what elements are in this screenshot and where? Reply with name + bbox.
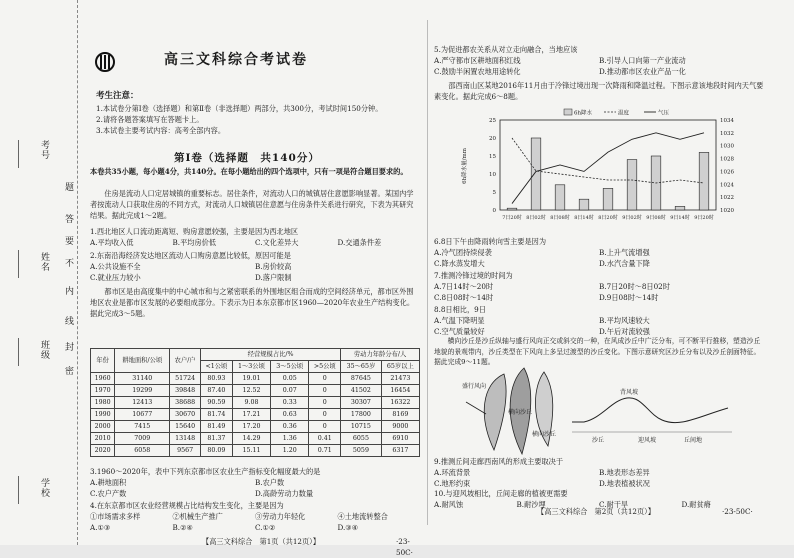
option: D.高龄劳动力数量: [255, 489, 314, 499]
table-cell: 30670: [170, 409, 201, 421]
option: A.严守都市区耕地面积红线: [434, 56, 521, 66]
table-subheader: <1公顷: [200, 361, 232, 373]
table-subheader: 35～65岁: [341, 361, 381, 373]
table-subheader: >5公顷: [309, 361, 341, 373]
legend-swatch-precip: [564, 109, 572, 115]
option: C.就业压力较小: [90, 273, 141, 283]
table-subheader: 1～3公顷: [232, 361, 270, 373]
option: D.午后对流较强: [599, 327, 650, 337]
table-cell: 38688: [170, 397, 201, 409]
question-5: [434, 44, 764, 77]
option: D.水汽含量下降: [599, 259, 650, 269]
table-cell: 12.52: [232, 385, 270, 397]
question-stem: 3.1960～2020年，表中下列东京都市区农业生产指标变化幅度最大的是: [90, 467, 321, 476]
table-cell: 1990: [91, 409, 115, 421]
page-one: [82, 30, 422, 558]
question-1: [90, 226, 420, 248]
x-tick-label: 9日08时: [646, 215, 666, 221]
legend-label: 6h降水: [574, 110, 593, 117]
table-cell: 6055: [341, 433, 381, 445]
option: B.②④: [172, 523, 193, 533]
table-cell: 15.11: [232, 445, 270, 457]
table-cell: 41502: [341, 385, 381, 397]
table-cell: 0: [309, 373, 341, 385]
option: A.环流背景: [434, 468, 471, 478]
table-cell: 1.20: [271, 445, 309, 457]
table-cell: 2010: [91, 433, 115, 445]
precip-bar: [699, 152, 709, 210]
precip-bar: [507, 208, 517, 210]
precip-bar: [627, 160, 637, 210]
table-cell: 10715: [341, 421, 381, 433]
diagram-label: 横向沙丘: [508, 409, 533, 416]
option: B.平均房价低: [172, 238, 217, 248]
y2-tick-label: 1026: [720, 169, 734, 176]
y2-tick-label: 1024: [720, 182, 734, 189]
table-row: [91, 421, 420, 433]
option: A.耕地面积: [90, 478, 127, 488]
table-cell: 17800: [341, 409, 381, 421]
option: A.7日14时～20时: [434, 282, 494, 292]
table-cell: 1980: [91, 397, 115, 409]
table-cell: 81.49: [200, 421, 232, 433]
table-cell: 81.37: [200, 433, 232, 445]
seal-char: 答: [63, 214, 73, 224]
option: C.鼓励半闲置农地用途转化: [434, 67, 521, 77]
name-label: 姓名: [39, 252, 49, 272]
field-line: [18, 140, 19, 168]
seal-char: 要: [63, 236, 73, 246]
y-tick-label: 10: [489, 172, 496, 178]
x-tick-label: 8日08时: [550, 215, 570, 221]
table-cell: 5059: [341, 445, 381, 457]
question-stem: 2.东南沿海经济发达地区流动人口购房意愿比较低，原因可能是: [90, 251, 291, 260]
table-cell: 9567: [170, 445, 201, 457]
question-8: [434, 304, 764, 337]
table-row: [91, 385, 420, 397]
weather-chart: [454, 106, 754, 231]
y-tick-label: 0: [492, 208, 496, 214]
question-stem: 9.推测丘间走廊西南风的形成主要取决于: [434, 457, 564, 466]
seal-char: 题: [63, 182, 73, 192]
x-tick-label: 8日02时: [526, 215, 546, 221]
precip-bar: [555, 185, 565, 210]
table-cell: 31140: [115, 373, 170, 385]
table-cell: 81.74: [200, 409, 232, 421]
table-cell: 9.08: [232, 397, 270, 409]
table-cell: 39848: [170, 385, 201, 397]
table-cell: 10677: [115, 409, 170, 421]
table-cell: 19299: [115, 385, 170, 397]
question-stem: 10.与迎风坡相比，丘间走廊的植被更需要: [434, 489, 568, 498]
option: D.地表植被状况: [599, 479, 650, 489]
y2-tick-label: 1020: [720, 208, 734, 214]
y2-tick-label: 1028: [720, 156, 734, 163]
option: ②机械生产推广: [172, 512, 223, 522]
option: C.耐干旱: [599, 500, 629, 510]
x-tick-label: 9日02时: [622, 215, 642, 221]
option: A.公共设施不全: [90, 262, 141, 272]
diagram-label: 迎风坡: [638, 437, 657, 444]
table-cell: 21473: [381, 373, 419, 385]
table-cell: 1960: [91, 373, 115, 385]
x-tick-label: 9日14时: [670, 215, 690, 221]
question-6: [434, 236, 764, 269]
option: C.①②: [255, 523, 276, 533]
y2-tick-label: 1032: [720, 130, 734, 137]
option: B.上升气流增强: [599, 248, 650, 258]
option: B.耐沙埋: [516, 500, 546, 510]
precip-bar: [675, 206, 685, 210]
y-tick-label: 5: [492, 190, 496, 196]
diagram-label: 丘间地: [684, 437, 703, 444]
table-row: [91, 373, 420, 385]
question-7: [434, 270, 764, 303]
section-intro: 本卷共35小题，每小题4分，共140分。在每小题给出的四个选项中，只有一项是符合题目要求的。: [90, 167, 408, 176]
class-label: 班级: [39, 340, 49, 360]
question-3: [90, 466, 420, 499]
x-tick-label: 9日20时: [694, 215, 714, 221]
table-cell: 30307: [341, 397, 381, 409]
table-subheader: 3～5公顷: [271, 361, 309, 373]
table-cell: 51724: [170, 373, 201, 385]
agriculture-table: [90, 348, 420, 457]
table-cell: 12413: [115, 397, 170, 409]
y-tick-label: 25: [489, 118, 496, 124]
option: C.地形约束: [434, 479, 471, 489]
table-cell: 80.93: [200, 373, 232, 385]
table-cell: 16322: [381, 397, 419, 409]
table-cell: 0.33: [271, 397, 309, 409]
question-stem: 4.在东京都市区农业经营规模占比结构发生变化，主要是因为: [90, 501, 284, 510]
table-cell: 87.40: [200, 385, 232, 397]
option: B.平均风速较大: [599, 316, 650, 326]
field-line: [18, 250, 19, 278]
school-logo-icon: [92, 52, 118, 72]
table-cell: 0: [309, 397, 341, 409]
option: B.7日20时～8日02时: [599, 282, 670, 292]
legend-label: 温度: [618, 110, 630, 117]
page-footer: 【高三文科综合 第1页（共12页）】: [202, 537, 320, 546]
x-tick-label: 8日14时: [574, 215, 594, 221]
table-cell: 90.59: [200, 397, 232, 409]
option: C.农户产数: [90, 489, 127, 499]
table-cell: 6910: [381, 433, 419, 445]
page-code: ·23-50C·: [396, 537, 413, 558]
table-cell: 2020: [91, 445, 115, 457]
table-cell: 0.36: [271, 421, 309, 433]
question-stem: 5.为促进都农关系从对立走向融合，当地应该: [434, 45, 578, 54]
option: A.气温下降明显: [434, 316, 485, 326]
table-header: 年份: [91, 349, 115, 373]
notice-item: 1.本试卷分第Ⅰ卷（选择题）和第Ⅱ卷（非选择题）两部分，共300分，考试时间150分钟。: [96, 104, 383, 113]
table-cell: 8169: [381, 409, 419, 421]
x-tick-label: 7日20时: [502, 215, 522, 221]
table-cell: 0.63: [271, 409, 309, 421]
table-cell: 0.71: [309, 445, 341, 457]
notice-list: [96, 103, 416, 136]
table-header: 耕地面积/公顷: [115, 349, 170, 373]
y2-tick-label: 1030: [720, 143, 734, 150]
option: ③劳动力年轻化: [255, 512, 306, 522]
table-header: 农户/户: [170, 349, 201, 373]
table-cell: 0.41: [309, 433, 341, 445]
table-row: [91, 409, 420, 421]
question-stem: 8.8日相比，9日: [434, 305, 486, 314]
table-cell: 15640: [170, 421, 201, 433]
precip-bar: [603, 188, 613, 210]
option: D.9日08时～14时: [599, 293, 659, 303]
option: ④土地流转整合: [337, 512, 388, 522]
field-line: [18, 476, 19, 504]
page-two: [432, 40, 784, 530]
table-cell: 87645: [341, 373, 381, 385]
table-cell: 1.36: [271, 433, 309, 445]
table-cell: 13148: [170, 433, 201, 445]
page-divider: [427, 20, 428, 525]
table-cell: 0.07: [271, 385, 309, 397]
question-stem: 6.8日下午由降雨转向雪主要是因为: [434, 237, 547, 246]
section-heading: 第Ⅰ卷（选择题 共140分）: [174, 152, 320, 164]
table-cell: 17.21: [232, 409, 270, 421]
question-2: [90, 250, 420, 283]
option: B.农户数: [255, 478, 285, 488]
seal-char: 密: [63, 366, 73, 376]
option: ①市场需求多样: [90, 512, 141, 522]
field-line: [18, 338, 19, 366]
notice-item: 2.请将各题答案填写在答题卡上。: [96, 115, 204, 125]
passage: 邵西南山区某地2016年11月由于冷锋过境出现一次降雨和降温过程。下图示意该地段时间内天气要素变化。据此完成6～8题。: [434, 81, 764, 102]
option: D.推动都市区农业产品一化: [599, 67, 686, 77]
table-cell: 2000: [91, 421, 115, 433]
table-cell: 16454: [381, 385, 419, 397]
table-cell: 14.29: [232, 433, 270, 445]
seal-char: 内: [63, 286, 73, 296]
question-9: [434, 456, 764, 489]
x-tick-label: 8日20时: [598, 215, 618, 221]
option: D.交通条件差: [337, 238, 382, 248]
option: B.引导人口向第一产业流动: [599, 56, 686, 66]
table-cell: 80.09: [200, 445, 232, 457]
option: D.③④: [337, 523, 359, 533]
table-row: [91, 397, 420, 409]
table-header: 劳动力年龄分布/人: [341, 349, 420, 361]
option: D.落户限制: [255, 273, 292, 283]
school-label: 学校: [39, 478, 49, 498]
passage: 横向沙丘是沙丘纵轴与盛行风向正交或斜交的一种，在风成沙丘中广泛分布，可不断平行推移，塑造沙丘地貌的景观带内，沙丘类型在下风向上多呈过渡型的沙丘变化。下图示意研究区沙丘分布以及沙丘剖面特征。据此完成9～11题。: [434, 337, 761, 367]
table-cell: 7415: [115, 421, 170, 433]
precip-bar: [579, 199, 589, 210]
passage: 都市区是由高度集中的中心城市和与之紧密联系的外围地区组合而成的空间经济单元，都市区外围地区农业是都市区发展的必要组成部分。下表示为日本东京都市区1960—2020年农业生产结构变化。据此完成3～5题。: [90, 287, 415, 319]
passage: 住房是流动人口定居城镇的重要标志。居住条件，对流动人口的城镇居住意愿影响显著。某国内学者按流动人口获取住房的不同方式，对流动人口城镇居住意愿与住房条件关系进行研究，下表为其研究结果。据此完成1～2题。: [90, 189, 414, 221]
table-row: [91, 433, 420, 445]
diagram-label: 横向沙丘: [532, 431, 557, 438]
exam-number-label: 考号: [39, 140, 49, 160]
option: C.空气质量较好: [434, 327, 485, 337]
seal-char: 线: [63, 316, 73, 326]
binding-margin: [0, 0, 78, 545]
option: A.耐风蚀: [434, 500, 464, 510]
exam-title: 高三文科综合考试卷: [164, 52, 308, 68]
option: C.8日08时～14时: [434, 293, 494, 303]
option: D.耐贫瘠: [681, 500, 711, 510]
option: A.①③: [90, 523, 111, 533]
seal-char: 不: [63, 258, 73, 268]
option: B.地表形态差异: [599, 468, 650, 478]
notice-item: 3.本试卷主要考试内容：高考全部内容。: [96, 126, 226, 136]
table-cell: 0: [309, 385, 341, 397]
option: A.冷气团持续侵袭: [434, 248, 492, 258]
question-stem: 7.推测冷锋过境的时间为: [434, 271, 513, 280]
diagram-label: 背风坡: [620, 389, 639, 396]
table-cell: 9000: [381, 421, 419, 433]
table-cell: 17.20: [232, 421, 270, 433]
table-subheader: 65岁以上: [381, 361, 419, 373]
seal-char: 封: [63, 342, 73, 352]
option: A.平均收入低: [90, 238, 134, 248]
diagram-label: 沙丘: [592, 437, 605, 444]
notice-heading: 考生注意：: [96, 91, 139, 101]
page-code: ·23-50C·: [722, 507, 753, 516]
table-cell: 0.05: [271, 373, 309, 385]
table-cell: 7009: [115, 433, 170, 445]
question-4: [90, 500, 420, 533]
table-cell: 6317: [381, 445, 419, 457]
table-cell: 19.01: [232, 373, 270, 385]
table-cell: 0: [309, 421, 341, 433]
diagram-label: 盛行风向: [462, 383, 487, 390]
y-tick-label: 15: [489, 154, 496, 160]
table-row: [91, 445, 420, 457]
y-axis-label: 6h降水量/mm: [462, 148, 468, 184]
y2-tick-label: 1034: [720, 118, 734, 124]
option: C.文化差异大: [255, 238, 299, 248]
legend-label: 气压: [658, 110, 670, 117]
option: B.房价较高: [255, 262, 292, 272]
table-cell: 0: [309, 409, 341, 421]
dune-diagram: [452, 358, 752, 458]
option: C.降水蒸发增大: [434, 259, 485, 269]
precip-bar: [531, 138, 541, 210]
y-tick-label: 20: [489, 136, 496, 142]
table-cell: 6058: [115, 445, 170, 457]
table-cell: 1970: [91, 385, 115, 397]
y2-tick-label: 1022: [720, 195, 734, 202]
table-header: 经营规模占比/%: [200, 349, 340, 361]
question-stem: 1.西北地区人口流动距离短、购房意愿较强，主要是因为西北地区: [90, 227, 299, 236]
page-footer: 【高三文科综合 第2页（共12页）】: [537, 507, 655, 516]
